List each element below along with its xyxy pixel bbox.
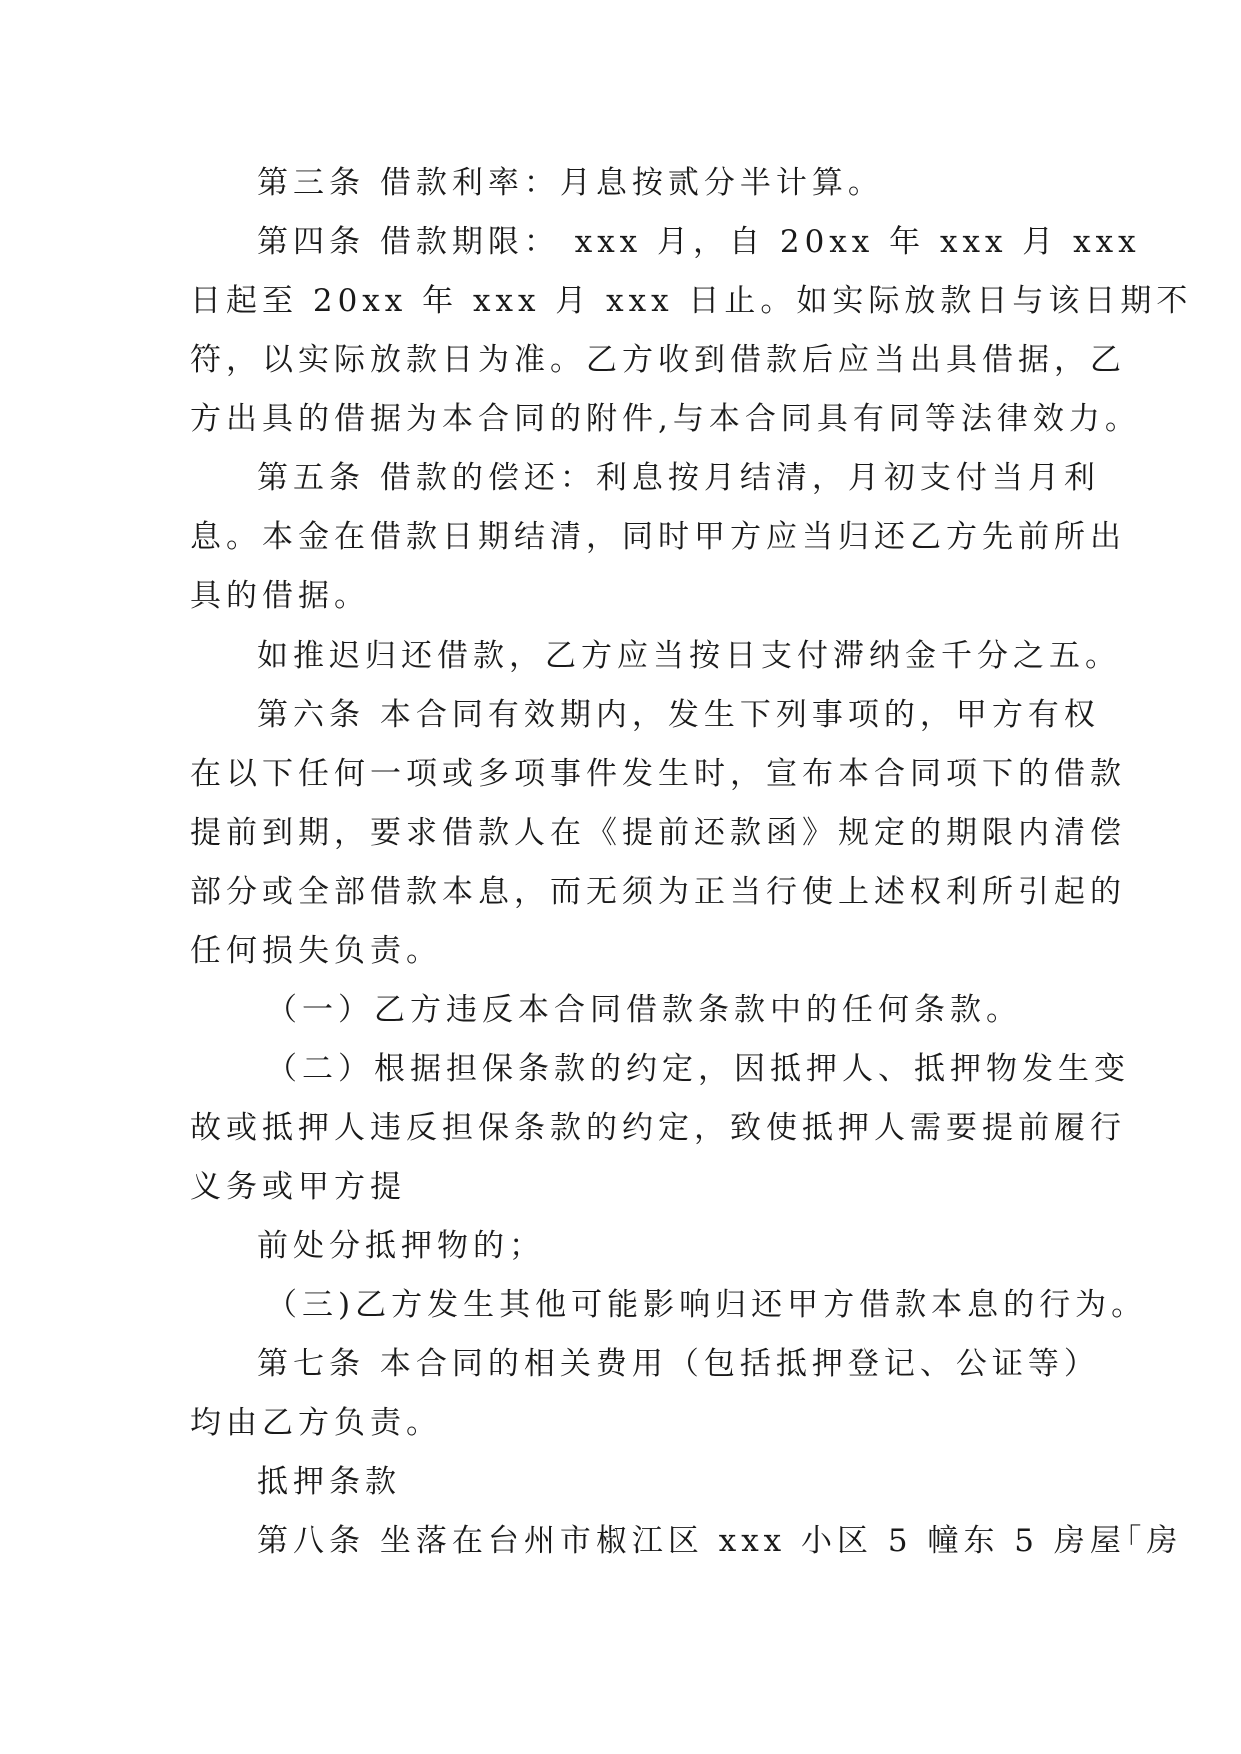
text-line: 第七条 本合同的相关费用（包括抵押登记、公证等） [257, 1346, 1100, 1382]
text-line: 抵押条款 [257, 1464, 401, 1500]
text-line: 义务或甲方提 [190, 1169, 406, 1205]
text-line: 具的借据。 [190, 578, 370, 614]
text-line: 第六条 本合同有效期内，发生下列事项的，甲方有权 [257, 697, 1100, 733]
text-line: 任何损失负责。 [190, 933, 442, 969]
text-line: 符，以实际放款日为准。乙方收到借款后应当出具借据，乙 [190, 342, 1126, 378]
text-line: （一）乙方违反本合同借款条款中的任何条款。 [266, 992, 1022, 1028]
text-line: 方出具的借据为本合同的附件,与本合同具有同等法律效力。 [190, 401, 1141, 437]
text-line: 第三条 借款利率：月息按贰分半计算。 [257, 165, 884, 201]
text-line: 在以下任何一项或多项事件发生时，宣布本合同项下的借款 [190, 756, 1126, 792]
text-line: （三)乙方发生其他可能影响归还甲方借款本息的行为。 [266, 1287, 1148, 1323]
text-line: 故或抵押人违反担保条款的约定，致使抵押人需要提前履行 [190, 1110, 1126, 1146]
text-line: 均由乙方负责。 [190, 1405, 442, 1441]
text-line: 第五条 借款的偿还：利息按月结清，月初支付当月利 [257, 460, 1100, 496]
text-line: 部分或全部借款本息，而无须为正当行使上述权利所引起的 [190, 874, 1126, 910]
text-line: 第四条 借款期限： xxx 月，自 20xx 年 xxx 月 xxx [257, 224, 1141, 260]
text-line: 如推迟归还借款，乙方应当按日支付滞纳金千分之五。 [257, 638, 1121, 674]
text-line: 日起至 20xx 年 xxx 月 xxx 日止。如实际放款日与该日期不 [190, 283, 1193, 319]
text-line: （二）根据担保条款的约定，因抵押人、抵押物发生变 [266, 1051, 1130, 1087]
text-line: 第八条 坐落在台州市椒江区 xxx 小区 5 幢东 5 房屋｢房 [257, 1523, 1183, 1559]
text-line: 前处分抵押物的； [257, 1228, 545, 1264]
text-line: 息。本金在借款日期结清，同时甲方应当归还乙方先前所出 [190, 519, 1126, 555]
text-line: 提前到期，要求借款人在《提前还款函》规定的期限内清偿 [190, 815, 1126, 851]
